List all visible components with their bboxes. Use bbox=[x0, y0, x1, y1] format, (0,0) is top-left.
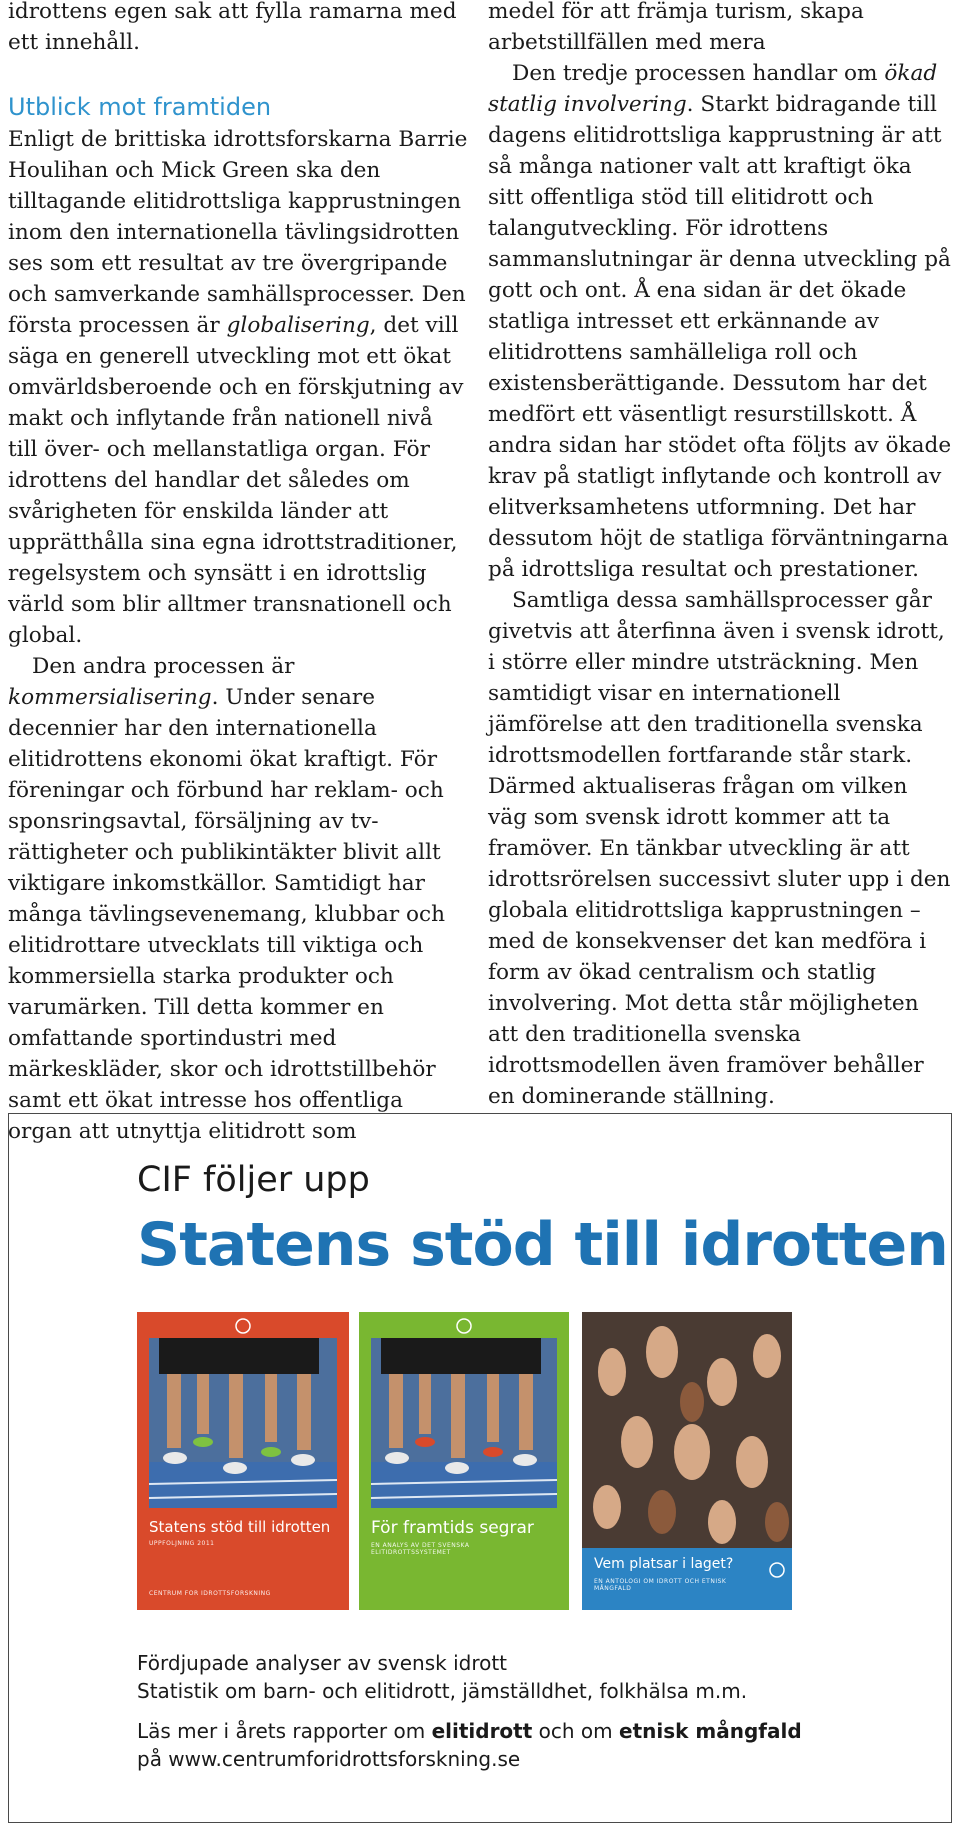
left-paragraph-2: Den andra processen är kommersialisering. Under senare decennier har den internationella elitidrottens ekonomi ökat kraftigt. För föreningar och förbund har reklam- och sponsringsavtal, försäljning av tv-rättigheter och publikintäkter blivit allt viktigare inkomstkällor. Samtidigt har många tävlingsevenemang, klubbar och elitidrottare utvecklats till viktiga och kommersiella starka produkter och varumärken. Till detta kommer en omfattande sportindustri med märkeskläder, skor och idrottstillbehör samt ett ökat intresse hos offentliga organ att utnyttja elitidrott som bbox=[8, 654, 446, 1144]
cover-2-title: För framtids segrar bbox=[371, 1518, 534, 1538]
right-paragraph-2: Samtliga dessa samhällsprocesser går givetvis att återfinna även i svensk idrott, i större eller mindre utsträckning. Men samtidigt visar en internationell jämförelse att den traditionella svenska idrottsmodellen fortfarande står stark. Därmed aktualiseras frågan om vilken väg som svensk idrott kommer att ta framöver. En tänkbar utveckling är att idrottsrörelsen successivt sluter upp i den globala elitidrottsliga kapprustningen – med de konsekvenser det kan medföra i form av ökad centralism och statlig involvering. Mot detta står möjligheten att den traditionella svenska idrottsmodellen även framöver behåller en dominerande ställning. bbox=[488, 588, 951, 1109]
ad-title: Statens stöd till idrotten bbox=[137, 1210, 948, 1280]
report-cover-vem-platsar[interactable] bbox=[582, 1312, 792, 1610]
ad-kicker: CIF följer upp bbox=[137, 1160, 370, 1200]
cover-1-subtitle: UPPFÖLJNING 2011 bbox=[149, 1540, 215, 1547]
cover-runners-image bbox=[359, 1312, 569, 1610]
ad-website-link[interactable]: på www.centrumforidrottsforskning.se bbox=[137, 1747, 521, 1771]
report-cover-statens-stod[interactable] bbox=[137, 1312, 349, 1610]
left-column bbox=[8, 0, 468, 1147]
cover-2-subtitle: EN ANALYS AV DET SVENSKA ELITIDROTTSSYSTEMET bbox=[371, 1542, 470, 1556]
report-cover-for-framtids-segrar[interactable] bbox=[359, 1312, 569, 1610]
right-paragraph-0: medel för att främja turism, skapa arbetstillfällen med mera bbox=[488, 0, 864, 55]
section-heading: Utblick mot framtiden bbox=[8, 93, 272, 121]
cover-3-title: Vem platsar i laget? bbox=[594, 1556, 734, 1572]
cover-runners-image bbox=[137, 1312, 349, 1610]
right-paragraph-1: Den tredje processen handlar om ökad statlig involvering. Starkt bidragande till dagens elitidrottsliga kapprustning är att så många nationer valt att kraftigt öka sitt offentliga stöd till elitidrott och talangutveckling. För idrottens sammanslutningar är denna utveckling på gott och ont. Å ena sidan är det ökade statliga intresset ett erkännande av elitidrottens samhälleliga roll och existensberättigande. Dessutom har det medfört ett väsentligt resurstillskott. Å andra sidan har stödet ofta följts av ökade krav på statligt inflytande och kontroll av elitverksamhetens utformning. Det har dessutom höjt de statliga förväntningarna på idrottsliga resultat och prestationer. bbox=[488, 61, 952, 582]
advertisement-box bbox=[8, 1113, 952, 1823]
left-paragraph-0: idrottens egen sak att fylla ramarna med ett innehåll. bbox=[8, 0, 457, 55]
cover-1-title: Statens stöd till idrotten bbox=[149, 1518, 331, 1536]
ad-line-2: Statistik om barn- och elitidrott, jämställdhet, folkhälsa m.m. bbox=[137, 1679, 748, 1703]
right-column bbox=[488, 0, 952, 1112]
cover-1-footer: CENTRUM FÖR IDROTTSFORSKNING bbox=[149, 1590, 271, 1597]
cover-3-subtitle: EN ANTOLOGI OM IDROTT OCH ETNISK MÅNGFALD bbox=[594, 1578, 727, 1592]
left-paragraph-1: Enligt de brittiska idrottsforskarna Barrie Houlihan och Mick Green ska den tilltagande elitidrottsliga kapprustningen inom den internationella tävlingsidrotten ses som ett resultat av tre övergripande och samverkande samhällsprocesser. Den första processen är globalisering, det vill säga en generell utveckling mot ett ökat omvärldsberoende och en förskjutning av makt och inflytande från nationell nivå till över- och mellanstatliga organ. För idrottens del handlar det således om svårigheten för enskilda länder att upprätthålla sina egna idrottstraditioner, regelsystem och synsätt i en idrottslig värld som blir alltmer transnationell och global. bbox=[8, 127, 468, 648]
ad-line-1: Fördjupade analyser av svensk idrott bbox=[137, 1651, 508, 1675]
ad-line-3: Läs mer i årets rapporter om elitidrott och om etnisk mångfald bbox=[137, 1719, 802, 1743]
